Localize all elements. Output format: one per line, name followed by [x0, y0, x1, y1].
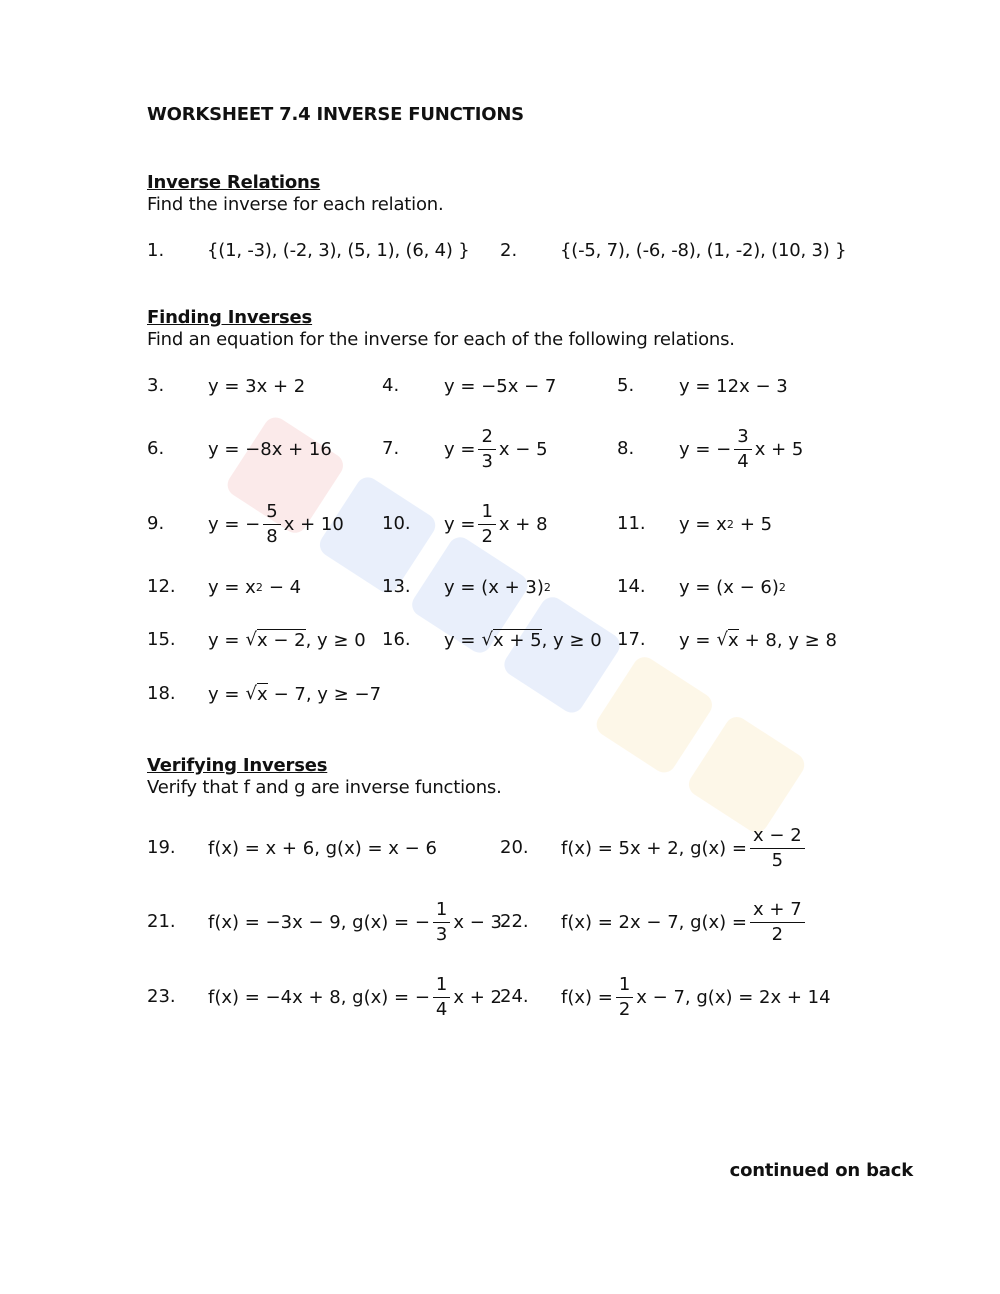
- problem-equation: y = $\frac{1}{2}$ x + 8: [444, 500, 548, 547]
- problem-equation: f(x) = −4x + 8, g(x) = − $\frac{1}{4}$ x + 2: [208, 973, 502, 1020]
- problem-equation: y = −8x + 16: [208, 438, 332, 460]
- section-heading-finding-inverses: Finding Inverses: [147, 307, 313, 328]
- problem-number: 13.: [382, 576, 411, 597]
- problem-equation: y = x 2 + 5: [679, 513, 773, 535]
- fraction: $\frac{5}{8}$: [263, 502, 280, 547]
- problem-number: 8.: [617, 438, 635, 459]
- section-instruction: Find an equation for the inverse for each of the following relations.: [147, 329, 735, 350]
- problem-number: 17.: [617, 629, 646, 650]
- problem-number: 20.: [500, 837, 529, 858]
- page-title: WORKSHEET 7.4 INVERSE FUNCTIONS: [147, 104, 524, 125]
- fraction: $\frac{1}{2}$: [478, 502, 495, 547]
- square-root: √ x + 5: [481, 629, 542, 651]
- square-root: √ x: [245, 683, 268, 705]
- problem-equation: y = √ x − 7, y ≥ −7: [208, 683, 382, 705]
- problem-equation: y = √ x − 2 , y ≥ 0: [208, 629, 366, 651]
- square-root: √ x − 2: [245, 629, 306, 651]
- fraction: $\frac{1}{2}$: [616, 975, 633, 1020]
- section-instruction: Find the inverse for each relation.: [147, 194, 444, 215]
- problem-equation: f(x) = $\frac{1}{2}$ x − 7, g(x) = 2x + 14: [561, 973, 831, 1020]
- problem-number: 19.: [147, 837, 176, 858]
- problem-equation: f(x) = 5x + 2, g(x) = $\frac{x - 2}{5}$: [561, 818, 808, 878]
- problem-equation: y = $\frac{2}{3}$ x − 5: [444, 425, 548, 472]
- fraction: $\frac{1}{4}$: [433, 975, 450, 1020]
- problem-equation: f(x) = 2x − 7, g(x) = $\frac{x + 7}{2}$: [561, 892, 808, 952]
- problem-number: 9.: [147, 513, 165, 534]
- problem-equation: y = −5x − 7: [444, 375, 557, 397]
- problem-equation: f(x) = x + 6, g(x) = x − 6: [208, 837, 437, 859]
- problem-number: 14.: [617, 576, 646, 597]
- problem-number: 4.: [382, 375, 400, 396]
- problem-equation: y = √ x + 5 , y ≥ 0: [444, 629, 602, 651]
- problem-equation: y = (x − 6) 2: [679, 576, 786, 598]
- problem-number: 1.: [147, 240, 165, 261]
- square-root: √ x: [716, 629, 739, 651]
- problem-equation: f(x) = −3x − 9, g(x) = − $\frac{1}{3}$ x − 3: [208, 898, 502, 945]
- problem-number: 3.: [147, 375, 165, 396]
- section-heading-verifying-inverses: Verifying Inverses: [147, 755, 328, 776]
- problem-relation: {(-5, 7), (-6, -8), (1, -2), (10, 3) }: [560, 240, 847, 261]
- problem-number: 24.: [500, 986, 529, 1007]
- fraction: $\frac{3}{4}$: [734, 427, 751, 472]
- problem-equation: y = x 2 − 4: [208, 576, 302, 598]
- problem-equation: y = √ x + 8, y ≥ 8: [679, 629, 837, 651]
- section-heading-inverse-relations: Inverse Relations: [147, 172, 321, 193]
- problem-equation: y = − $\frac{3}{4}$ x + 5: [679, 425, 804, 472]
- problem-number: 23.: [147, 986, 176, 1007]
- fraction: $\frac{1}{3}$: [433, 900, 450, 945]
- fraction: $\frac{x - 2}{5}$: [750, 826, 805, 871]
- problem-number: 16.: [382, 629, 411, 650]
- problem-number: 7.: [382, 438, 400, 459]
- problem-number: 12.: [147, 576, 176, 597]
- problem-number: 10.: [382, 513, 411, 534]
- fraction: $\frac{x + 7}{2}$: [750, 900, 805, 945]
- problem-number: 5.: [617, 375, 635, 396]
- problem-number: 11.: [617, 513, 646, 534]
- footer-continued: continued on back: [729, 1160, 913, 1181]
- problem-equation: y = 12x − 3: [679, 375, 788, 397]
- problem-equation: y = − $\frac{5}{8}$ x + 10: [208, 500, 344, 547]
- problem-relation: {(1, -3), (-2, 3), (5, 1), (6, 4) }: [207, 240, 470, 261]
- fraction: $\frac{2}{3}$: [478, 427, 495, 472]
- problem-equation: y = 3x + 2: [208, 375, 306, 397]
- problem-equation: y = (x + 3) 2: [444, 576, 551, 598]
- problem-number: 2.: [500, 240, 518, 261]
- problem-number: 18.: [147, 683, 176, 704]
- problem-number: 15.: [147, 629, 176, 650]
- section-instruction: Verify that f and g are inverse functions.: [147, 777, 502, 798]
- problem-number: 21.: [147, 911, 176, 932]
- problem-number: 22.: [500, 911, 529, 932]
- problem-number: 6.: [147, 438, 165, 459]
